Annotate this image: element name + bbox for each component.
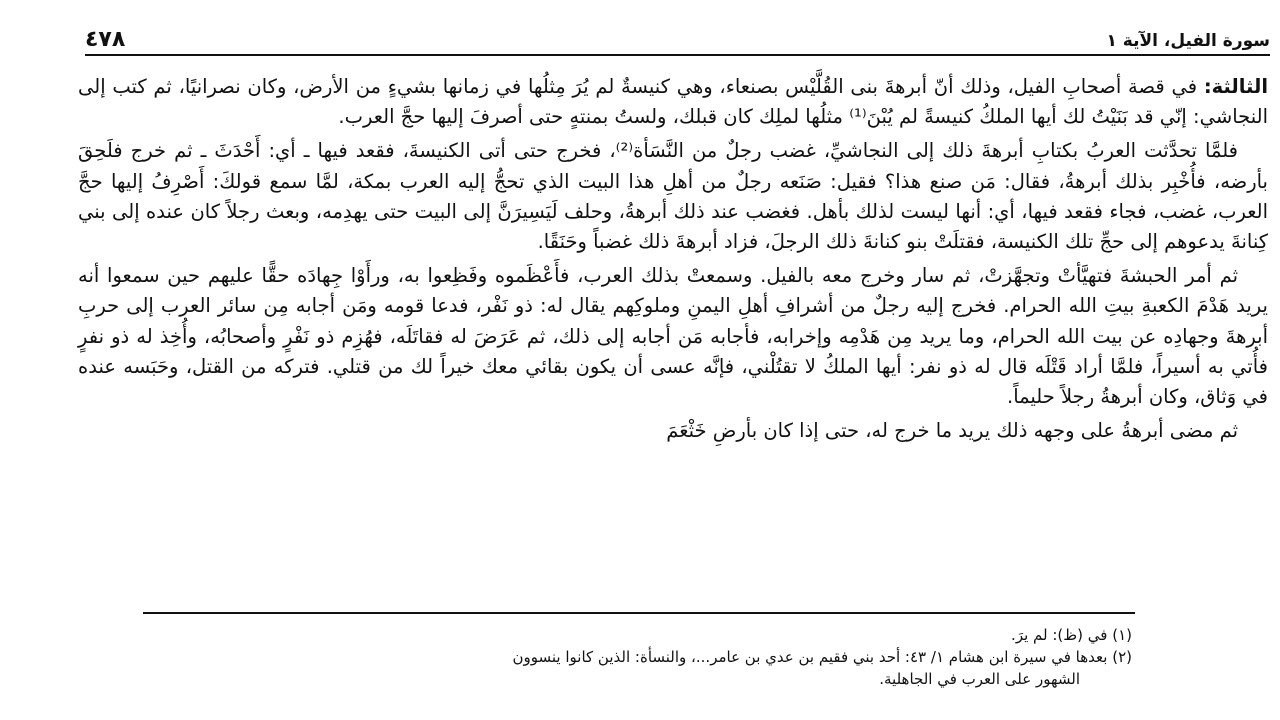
footnote-text: بعدها في سيرة ابن هشام ١/ ٤٣: أحد بني فقيم بن عدي بن عامر...، والنسأة: الذين كانوا ينسوون [512,648,1108,666]
running-title: سورة الفيل، الآية ١ [1106,31,1270,51]
body-text [78,72,1268,450]
footnote-text: في (ظ): لم يرَ. [1011,626,1108,644]
paragraph-text: ثم مضى أبرهةُ على وجهه ذلك يريد ما خرج له، حتى إذا كان بأرضِ خَثْعَمَ [666,419,1238,443]
paragraph [78,416,1268,446]
paragraph-text: في قصة أصحابِ الفيل، وذلك أنّ أبرهةَ بنى القُلَّيْس بصنعاء، وهي كنيسةٌ لم يُرَ مِثلُها في زمانها بشيءٍ من الأرض، وكان نصرانيًا، ثم كتب إلى النجاشي: إنّي قد بَنَيْتُ لك أيها الملكُ كنيسةً لم يُبْنَ⁽¹⁾ مثلُها لملِك كان قبلك، ولستُ بمنتهٍ حتى أصرفَ إليها حجَّ العرب. [78,75,1268,129]
paragraph [78,72,1268,132]
footnote-continuation: الشهور على العرب في الجاهلية. [879,670,1080,688]
footnote-number: (١) [1112,626,1132,644]
footnote-divider [143,612,1135,614]
paragraph-text: فلمَّا تحدَّثت العربُ بكتابِ أبرهةَ ذلك إلى النجاشيِّ، غضب رجلٌ من النَّسَأة⁽²⁾، فخرج حتى أتى الكنيسةَ، فقعد فيها ـ أي: أَحْدَثَ ـ ثم خرج فلَحِقَ بأرضه، فأُخْبِر بذلك أبرهةُ، فقال: مَن صنع هذا؟ فقيل: صَنَعه رجلٌ من أهلِ هذا البيت الذي تحجُّ إليه العرب بمكة، لمَّا سمع قولكَ: أَصْرِفُ إليها حجَّ العرب، غضب، فجاء فقعد فيها، أي: أنها ليست لذلك بأهل. فغضب عند ذلك أبرهةُ، وحلف لَيَسِيرَنَّ إلى البيت حتى يهدِمه، وبعث رجلاً كان عنده إلى بني كِنانةَ يدعوهم إلى حجِّ تلك الكنيسة، فقتلَتْ بنو كنانةَ ذلك الرجلَ، فزاد أبرهةَ ذلك غضباً وحَنَقًا. [78,139,1268,254]
footnote [84,647,1132,668]
paragraph-lead: الثالثة: [1203,75,1269,98]
paragraph [78,261,1268,412]
paragraph-text: ثم أمر الحبشةَ فتهيَّأتْ وتجهَّزتْ، ثم سار وخرج معه بالفيل. وسمعتْ بذلك العرب، فأَعْظَموه وفَظِعوا به، ورأَوْا جِهادَه حقًّا عليهم حين سمعوا أنه يريد هَدْمَ الكعبةِ بيتِ الله الحرام. فخرج إليه رجلٌ من أشرافِ أهلِ اليمنِ وملوكِهم يقال له: ذو نَفْر، فدعا قومه ومَن أجابه مِن سائر العرب إلى حربِ أبرهةَ وجهادِه عن بيت الله الحرام، وما يريد مِن هَدْمِه وإخرابه، فأجابه مَن أجابه إلى ذلك، ثم عَرَضَ له فقاتَلَه، فهُزِم ذو نَفْرٍ وأصحابُه، وأُخِذ له ذو نفرٍ فأُتي به أسيراً، فلمَّا أراد قَتْلَه قال له ذو نفر: أيها الملكُ لا تقتُلْني، فإنَّه عسى أن يكون بقائي معك خيراً لك من قتلي. فتركه من القتل، وحَبَسه عنده في وَثاق، وكان أبرهةُ رجلاً حليماً. [78,264,1268,409]
footnote-number: (٢) [1112,648,1132,666]
page-number: ٤٧٨ [85,27,126,52]
footnotes [84,625,1132,691]
paragraph [78,136,1268,257]
footnote [84,625,1132,646]
page-header [85,22,1270,56]
